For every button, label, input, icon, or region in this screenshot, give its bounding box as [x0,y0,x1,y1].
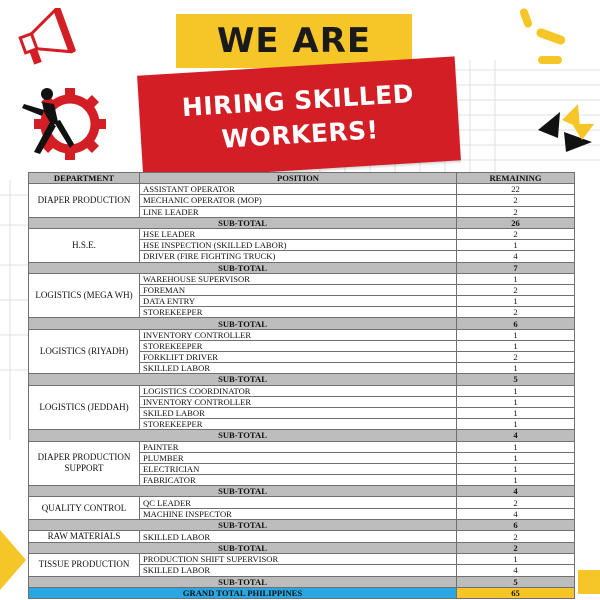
position-cell: QC LEADER [140,497,457,508]
position-cell: SKILED LABOR [140,407,457,418]
department-cell: H.S.E. [29,228,140,262]
position-cell: HSE INSPECTION (SKILLED LABOR) [140,240,457,251]
position-cell: FABRICATOR [140,475,457,486]
remaining-cell: 1 [457,296,575,307]
table-row [29,228,575,239]
position-cell: LOGISTICS COORDINATOR [140,385,457,396]
column-header-department: DEPARTMENT [29,173,140,184]
subtotal-label: SUB-TOTAL [29,217,457,228]
remaining-cell: 1 [457,407,575,418]
remaining-cell: 1 [457,554,575,565]
subtotal-label: SUB-TOTAL [29,519,457,530]
position-cell: STOREKEEPER [140,419,457,430]
remaining-cell: 1 [457,419,575,430]
remaining-cell: 1 [457,273,575,284]
table-row [29,497,575,508]
table-row [29,554,575,565]
remaining-cell: 4 [457,565,575,576]
subtotal-row [29,519,575,530]
position-cell: PLUMBER [140,452,457,463]
position-cell: LINE LEADER [140,206,457,217]
subtotal-value: 7 [457,262,575,273]
remaining-cell: 1 [457,452,575,463]
table-row [29,184,575,195]
remaining-cell: 1 [457,396,575,407]
headline-line-2b: WORKERS! [220,115,380,154]
position-cell: SKILLED LABOR [140,363,457,374]
remaining-cell: 2 [457,307,575,318]
remaining-cell: 4 [457,508,575,519]
column-header-position: POSITION [140,173,457,184]
remaining-cell: 2 [457,497,575,508]
position-cell: INVENTORY CONTROLLER [140,329,457,340]
remaining-cell: 1 [457,441,575,452]
department-cell: DIAPER PRODUCTION SUPPORT [29,441,140,486]
remaining-cell: 1 [457,463,575,474]
remaining-cell: 1 [457,385,575,396]
subtotal-label: SUB-TOTAL [29,318,457,329]
yellow-stripe-shape [574,560,600,600]
table-row [29,273,575,284]
remaining-cell: 2 [457,531,575,543]
subtotal-row [29,262,575,273]
position-cell: HSE LEADER [140,228,457,239]
department-cell: TISSUE PRODUCTION [29,554,140,576]
subtotal-value: 6 [457,318,575,329]
subtotal-row [29,318,575,329]
gear-person-icon [14,82,106,164]
megaphone-icon [16,8,82,68]
subtotal-value: 6 [457,519,575,530]
remaining-cell: 1 [457,329,575,340]
subtotal-label: SUB-TOTAL [29,543,457,554]
department-cell: DIAPER PRODUCTION [29,184,140,218]
remaining-cell: 2 [457,228,575,239]
table-row [29,531,575,543]
subtotal-row [29,430,575,441]
subtotal-value: 5 [457,576,575,587]
remaining-cell: 4 [457,251,575,262]
position-cell: DRIVER (FIRE FIGHTING TRUCK) [140,251,457,262]
subtotal-value: 5 [457,374,575,385]
subtotal-label: SUB-TOTAL [29,374,457,385]
table-row [29,385,575,396]
column-header-remaining: REMAINING [457,173,575,184]
position-cell: PRODUCTION SHIFT SUPERVISOR [140,554,457,565]
headline-hiring-banner [137,56,461,179]
position-cell: STOREKEEPER [140,340,457,351]
remaining-cell: 1 [457,340,575,351]
subtotal-row [29,217,575,228]
headline-line-1: WE ARE [216,21,372,61]
position-cell: PAINTER [140,441,457,452]
headline-line-2a: HIRING SKILLED [181,78,415,123]
remaining-cell: 22 [457,184,575,195]
table-row [29,441,575,452]
subtotal-value: 4 [457,430,575,441]
table-row [29,329,575,340]
position-cell: FORKLIFT DRIVER [140,352,457,363]
position-cell: MACHINE INSPECTOR [140,508,457,519]
subtotal-value: 4 [457,486,575,497]
subtotal-row [29,543,575,554]
position-cell: DATA ENTRY [140,296,457,307]
table-header-row [29,173,575,184]
grand-total-row [29,587,575,598]
department-cell: LOGISTICS (JEDDAH) [29,385,140,430]
position-cell: INVENTORY CONTROLLER [140,396,457,407]
grand-total-value: 65 [457,587,575,598]
position-cell: ELECTRICIAN [140,463,457,474]
remaining-cell: 2 [457,206,575,217]
subtotal-value: 26 [457,217,575,228]
subtotal-label: SUB-TOTAL [29,262,457,273]
subtotal-label: SUB-TOTAL [29,576,457,587]
position-cell: ASSISTANT OPERATOR [140,184,457,195]
department-cell: QUALITY CONTROL [29,497,140,519]
table-body [29,184,575,599]
position-cell: WAREHOUSE SUPERVISOR [140,273,457,284]
vacancy-table [28,172,574,599]
subtotal-value: 2 [457,543,575,554]
triangle-shapes-icon [536,102,596,154]
remaining-cell: 1 [457,240,575,251]
remaining-cell: 1 [457,363,575,374]
remaining-cell: 2 [457,352,575,363]
yellow-corner-shape [0,520,28,600]
subtotal-label: SUB-TOTAL [29,486,457,497]
grand-total-label: GRAND TOTAL PHILIPPINES [29,587,457,598]
subtotal-label: SUB-TOTAL [29,430,457,441]
subtotal-row [29,374,575,385]
remaining-cell: 1 [457,475,575,486]
department-cell: RAW MATERIALS [29,531,140,543]
headline-we-are [176,14,412,68]
position-cell: MECHANIC OPERATOR (MOP) [140,195,457,206]
subtotal-row [29,576,575,587]
department-cell: LOGISTICS (MEGA WH) [29,273,140,318]
position-cell: SKILLED LABOR [140,565,457,576]
department-cell: LOGISTICS (RIYADH) [29,329,140,374]
remaining-cell: 2 [457,195,575,206]
sparkle-lines-icon [514,6,574,86]
remaining-cell: 2 [457,284,575,295]
position-cell: STOREKEEPER [140,307,457,318]
subtotal-row [29,486,575,497]
position-cell: FOREMAN [140,284,457,295]
position-cell: SKILLED LABOR [140,531,457,543]
